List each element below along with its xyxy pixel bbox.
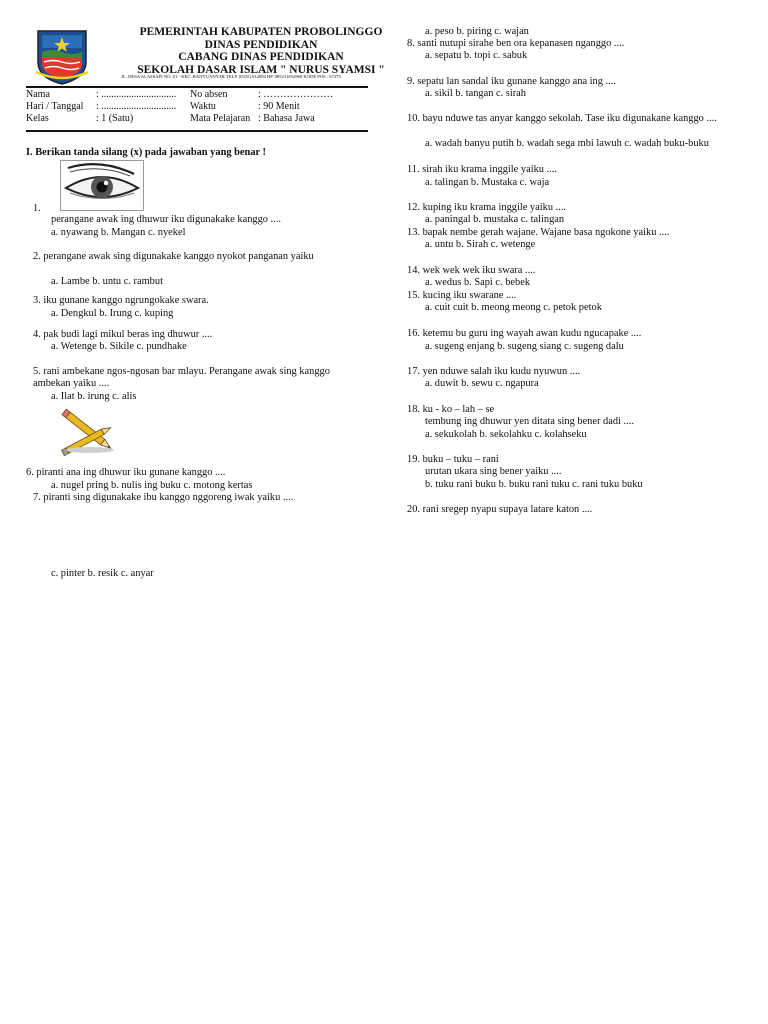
noabsen-label: No absen xyxy=(190,89,228,100)
mapel-value: : Bahasa Jawa xyxy=(258,113,315,124)
header-line-2: DINAS PENDIDIKAN xyxy=(204,38,318,51)
q2-text: 2. perangane awak sing digunakake kanggo nyokot panganan yaiku xyxy=(33,251,314,262)
q5-options[interactable]: a. Ilat b. irung c. alis xyxy=(51,391,137,402)
q15-text: 15. kucing iku swarane .... xyxy=(407,290,517,301)
q10-text: 10. bayu nduwe tas anyar kanggo sekolah. Tase iku digunakane kanggo .... xyxy=(407,113,717,124)
q18-subtext: tembung ing dhuwur yen ditata sing bener dadi .... xyxy=(425,416,634,427)
q18-options[interactable]: a. sekukolah b. sekolahku c. kolahseku xyxy=(425,429,587,440)
q14-options[interactable]: a. wedus b. Sapi c. bebek xyxy=(425,277,531,288)
q4-text: 4. pak budi lagi mikul beras ing dhuwur .... xyxy=(33,329,213,340)
pencil-image xyxy=(56,408,122,456)
q12-options[interactable]: a. paningal b. mustaka c. talingan xyxy=(425,214,565,225)
misc-options-line[interactable]: c. pinter b. resik c. anyar xyxy=(51,568,154,579)
q2-options[interactable]: a. Lambe b. untu c. rambut xyxy=(51,276,163,287)
q6-options[interactable]: a. nugel pring b. nulis ing buku c. motong kertas xyxy=(51,480,253,491)
q9-options[interactable]: a. sikil b. tangan c. sirah xyxy=(425,88,526,99)
identity-divider xyxy=(26,130,368,132)
q16-text: 16. ketemu bu guru ing wayah awan kudu ngucapake .... xyxy=(407,328,642,339)
header-line-3: CABANG DINAS PENDIDIKAN xyxy=(178,51,344,63)
q19-options[interactable]: b. tuku rani buku b. buku rani tuku c. rani tuku buku xyxy=(425,479,643,490)
q13-options[interactable]: a. untu b. Sirah c. wetenge xyxy=(425,239,536,250)
q4-options[interactable]: a. Wetenge b. Sikile c. pundhake xyxy=(51,341,187,352)
q3-options[interactable]: a. Dengkul b. Irung c. kuping xyxy=(51,308,174,319)
q10-options[interactable]: a. wadah banyu putih b. wadah sega mbi lawuh c. wadah buku-buku xyxy=(425,138,709,149)
header-divider xyxy=(26,86,368,88)
q6-text: 6. piranti ana ing dhuwur iku gunane kanggo .... xyxy=(26,467,226,478)
eye-image xyxy=(60,160,144,211)
q14-text: 14. wek wek wek iku swara .... xyxy=(407,265,536,276)
noabsen-field[interactable]: : ………………… xyxy=(258,89,334,100)
mapel-label: Mata Pelajaran xyxy=(190,113,251,124)
q17-text: 17. yen nduwe salah iku kudu nyuwun .... xyxy=(407,366,581,377)
q19-subtext: urutan ukara sing bener yaiku .... xyxy=(425,466,562,477)
q11-options[interactable]: a. talingan b. Mustaka c. waja xyxy=(425,177,550,188)
regency-emblem-logo xyxy=(34,28,90,86)
q12-text: 12. kuping iku krama inggile yaiku .... xyxy=(407,202,567,213)
nama-label: Nama xyxy=(26,89,50,100)
q17-options[interactable]: a. duwit b. sewu c. ngapura xyxy=(425,378,539,389)
q11-text: 11. sirah iku krama inggile yaiku .... xyxy=(407,164,557,175)
q5-text: 5. rani ambekane ngos-ngosan bar mlayu. Perangane awak sing kanggo ambekan yaiku .... xyxy=(33,366,330,390)
header-line-1: PEMERINTAH KABUPATEN PROBOLINGGO xyxy=(139,26,383,38)
school-address: JL. DESA ALASSAPI NO. 01 - KEC. BANYUANYAR TELP. (0335) 612884 HP. 085231652868 KODE POS : 67275 xyxy=(121,74,341,79)
nama-field[interactable]: : .............................. xyxy=(96,89,177,100)
q18-text: 18. ku - ko – lah – se xyxy=(407,404,495,415)
section-instruction: I. Berikan tanda silang (x) pada jawaban yang benar ! xyxy=(26,147,266,158)
header-line-4: SEKOLAH DASAR ISLAM " NURUS SYAMSI " xyxy=(137,63,385,76)
q7-options[interactable]: a. peso b. piring c. wajan xyxy=(425,26,529,37)
hari-label: Hari / Tanggal xyxy=(26,101,84,112)
q1-options[interactable]: a. nyawang b. Mangan c. nyekel xyxy=(51,227,186,238)
q16-options[interactable]: a. sugeng enjang b. sugeng siang c. sugeng dalu xyxy=(425,341,624,352)
q7-text: 7. piranti sing digunakake ibu kanggo nggoreng iwak yaiku .... xyxy=(33,492,294,503)
q8-options[interactable]: a. sepatu b. topi c. sabuk xyxy=(425,50,528,61)
q13-text: 13. bapak nembe gerah wajane. Wajane basa ngokone yaiku .... xyxy=(407,227,670,238)
q9-text: 9. sepatu lan sandal iku gunane kanggo ana ing .... xyxy=(407,76,616,87)
q8-text: 8. santi nutupi sirahe ben ora kepanasen nganggo .... xyxy=(407,38,625,49)
q1-text: perangane awak ing dhuwur iku digunakake kanggo .... xyxy=(51,214,281,225)
waktu-label: Waktu xyxy=(190,101,216,112)
q1-number: 1. xyxy=(33,203,41,214)
kelas-value: : 1 (Satu) xyxy=(96,113,134,124)
q20-text: 20. rani sregep nyapu supaya latare katon .... xyxy=(407,504,593,515)
q15-options[interactable]: a. cuit cuit b. meong meong c. petok petok xyxy=(425,302,602,313)
hari-field[interactable]: : .............................. xyxy=(96,101,177,112)
q3-text: 3. iku gunane kanggo ngrungokake swara. xyxy=(33,295,209,306)
q19-text: 19. buku – tuku – rani xyxy=(407,454,499,465)
kelas-label: Kelas xyxy=(26,113,49,124)
waktu-value: : 90 Menit xyxy=(258,101,300,112)
